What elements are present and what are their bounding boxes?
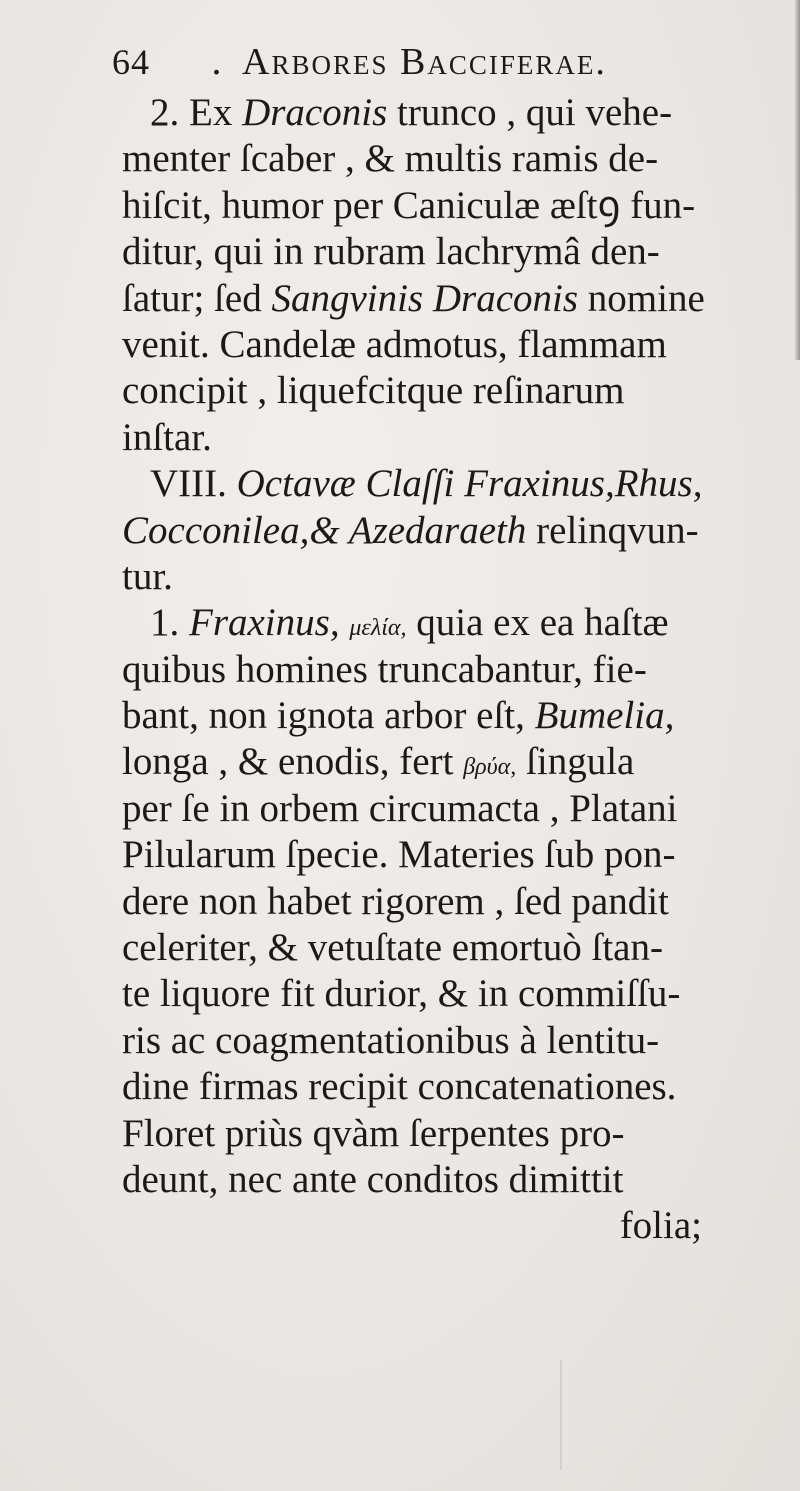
body-text [122, 90, 792, 1250]
catchword: folia; [619, 1204, 702, 1248]
text-line: tur. [122, 554, 173, 598]
text-line: ſatur; ſed Sangvinis Draconis nomine [122, 276, 705, 320]
text-line: 1. Fraxinus, μελία, quia ex ea haſtæ [150, 601, 669, 645]
text-line: ris ac coagmentationibus à lentitu- [122, 1018, 660, 1062]
running-title: Arbores Bacciferae. [242, 41, 607, 83]
text-line: concipit , liquefcitque reſinarum [122, 369, 625, 413]
text-line: venit. Candelæ admotus, flammam [122, 322, 667, 366]
text-line: ditur, qui in rubram lachrymâ den- [122, 230, 660, 274]
text-line: bant, non ignota arbor eſt, Bumelia, [122, 694, 675, 738]
text-line: per ſe in orbem circumacta , Platani [122, 786, 678, 830]
text-line: inſtar. [122, 415, 212, 459]
header-separator: . [210, 42, 224, 83]
text-line: celeriter, & vetuſtate emortuò ſtan- [122, 926, 663, 970]
text-line: longa , & enodis, fert βρύα, ſingula [122, 740, 635, 784]
text-line: te liquore fit durior, & in commiſſu- [122, 972, 681, 1016]
section-heading-line: VIII. Octavæ Claſſi Fraxinus,Rhus, [150, 462, 703, 506]
text-line: menter ſcaber , & multis ramis de- [122, 137, 659, 181]
text-line: Cocconilea,& Azedaraeth relinqvun- [122, 508, 699, 552]
text-line: Floret priùs qvàm ſerpentes pro- [122, 1111, 625, 1155]
text-line: dere non habet rigorem , ſed pandit [122, 879, 669, 923]
text-line: quibus homines truncabantur, fie- [122, 647, 647, 691]
text-line: dine firmas recipit concatenationes. [122, 1065, 677, 1109]
page-edge-shadow [794, 0, 800, 360]
text-line: deunt, nec ante conditos dimittit [122, 1157, 624, 1201]
text-line: hiſcit, humor per Caniculæ æſtꝯ fun- [122, 183, 696, 227]
text-line: 2. Ex Draconis trunco , qui vehe- [150, 91, 673, 134]
paper-mark [560, 1360, 562, 1470]
text-line: Pilularum ſpecie. Materies ſub pon- [122, 833, 676, 877]
page-number: 64 [112, 42, 150, 82]
page-header [112, 40, 732, 90]
